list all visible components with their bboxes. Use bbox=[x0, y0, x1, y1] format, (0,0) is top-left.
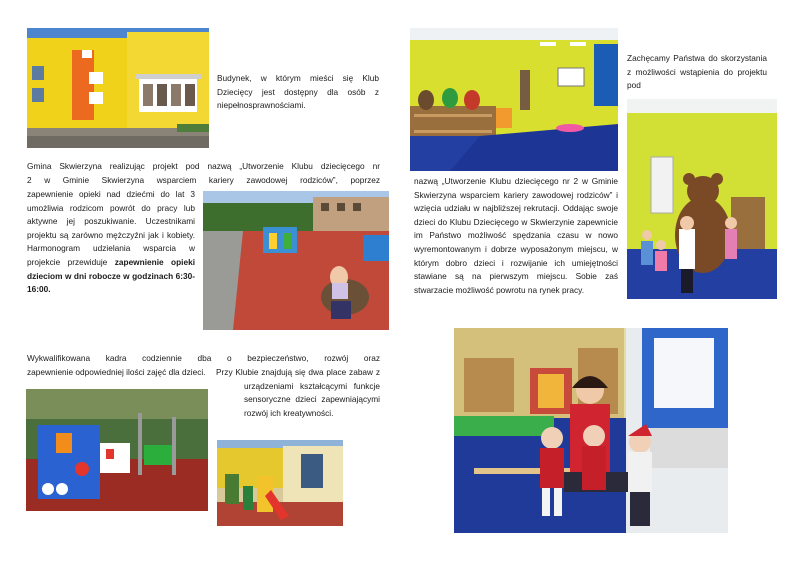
playground-photo-1 bbox=[203, 191, 389, 330]
staff-continuation: zapewnienie odpowiedniej ilości zajęć dla dzieci. bbox=[27, 367, 206, 377]
project-intro-line-2: 2 w Gminie Skwierzyna wsparciem kariery zawodowej rodziców”, poprzez bbox=[27, 175, 380, 185]
building-exterior-photo bbox=[27, 28, 209, 148]
teddy-bear-room-photo bbox=[627, 99, 777, 299]
project-invitation-paragraph: nazwą „Utworzenie Klubu dziecięcego nr 2 w Gminie Skwierzyna wsparciem kariery zawodowej rodziców” i wzięcia udziału w najbliższej rekrutacji. Oddając swoje dzieci do Klubu Dziecięcego w Skwierzynie zapewnicie im Państwo możliwość spędzania czasu w nowo wyremontowanym i dobrze wyposażonym miejscu, w którym dobro dzieci i rozwijanie ich umiejętności stawiane są na pierwszym miejscu. Sobie zaś stwarzacie możliwość powrotu na rynek pracy. bbox=[414, 176, 618, 295]
project-description-text: zapewnienie opieki nad dziećmi do lat 3 umożliwia rodzicom powrót do pracy lub aktywne jej poszukiwanie. Uczestnikami projektu są zarówno mężczyźni jak i kobiety. Harmonogram udzielania wsparcia w projekcie przewiduje bbox=[27, 189, 195, 267]
project-intro-line-1: Gmina Skwierzyna realizując projekt pod nazwą „Utworzenie Klubu dziecięcego nr bbox=[27, 161, 380, 171]
playgrounds-paragraph: Przy Klubie znajdują się dwa place zabaw z urządzeniami kształcącymi funkcje sensoryczne dzieci zapewniającymi rozwój ich kreatywności. bbox=[216, 367, 380, 418]
playroom-photo bbox=[410, 28, 618, 171]
invitation-paragraph: Zachęcamy Państwa do skorzystania z możliwości wstąpienia do projektu pod bbox=[627, 53, 767, 91]
caregiver-children-photo bbox=[454, 328, 728, 533]
care-hours-bold-text: zapewnienie opieki dzieciom w dni robocze w godzinach 6:30-16:00. bbox=[27, 256, 196, 295]
playground-photo-3 bbox=[217, 440, 343, 526]
playground-photo-2 bbox=[26, 389, 208, 511]
staff-line: Wykwalifikowana kadra codziennie dba o bezpieczeństwo, rozwój oraz bbox=[27, 353, 380, 363]
accessibility-paragraph: Budynek, w którym mieści się Klub Dziecięcy jest dostępny dla osób z niepełnosprawnościami. bbox=[217, 73, 379, 111]
project-description-paragraph bbox=[27, 188, 195, 297]
